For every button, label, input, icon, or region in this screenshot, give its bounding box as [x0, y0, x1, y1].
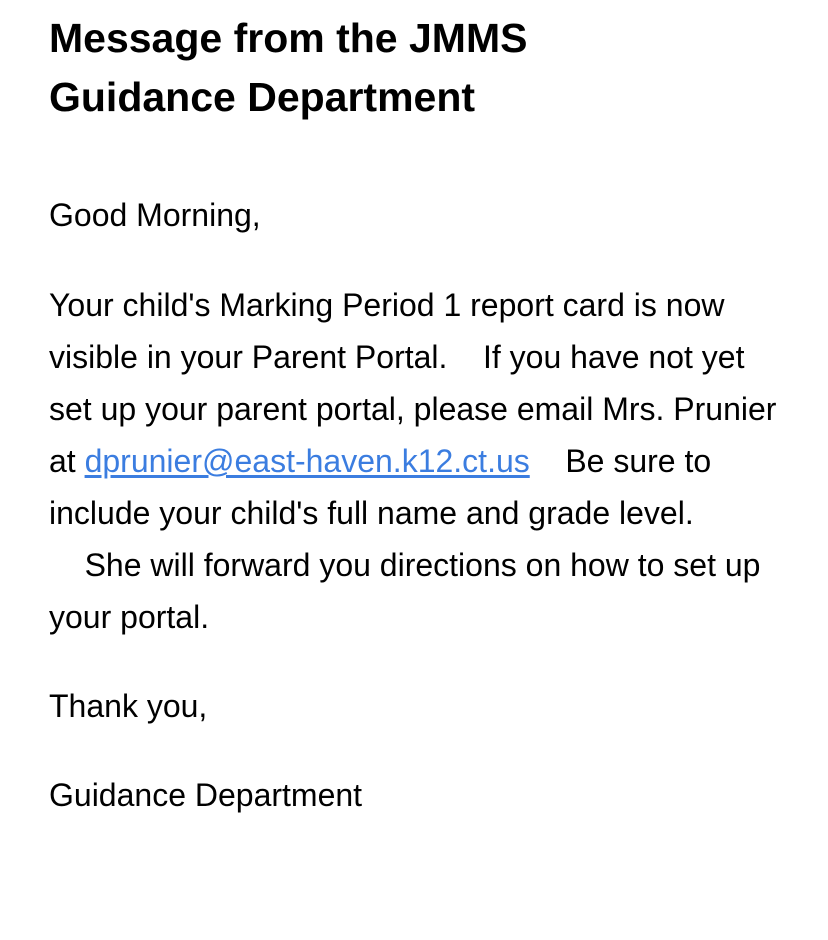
signoff-text: Thank you, — [49, 688, 208, 724]
message-paragraph — [49, 279, 780, 643]
message-title-line1: Message from the JMMS — [49, 15, 528, 61]
paragraph-sentence-2: If you have not yet set up your parent portal, please email Mrs. Prunier at — [49, 339, 777, 479]
paragraph-sentence-3: Be sure to include your child's full name and grade level. — [49, 443, 712, 531]
paragraph-sentence-4: She will forward you directions on how to set up your portal. — [49, 547, 761, 635]
message-title-line2: Guidance Department — [49, 74, 476, 120]
signature-text: Guidance Department — [49, 777, 363, 813]
email-link[interactable]: dprunier@east-haven.k12.ct.us — [84, 443, 530, 479]
greeting-text: Good Morning, — [49, 197, 261, 233]
message-title — [49, 0, 780, 127]
paragraph-sentence-1: Your child's Marking Period 1 report card is now visible in your Parent Portal. — [49, 287, 725, 375]
